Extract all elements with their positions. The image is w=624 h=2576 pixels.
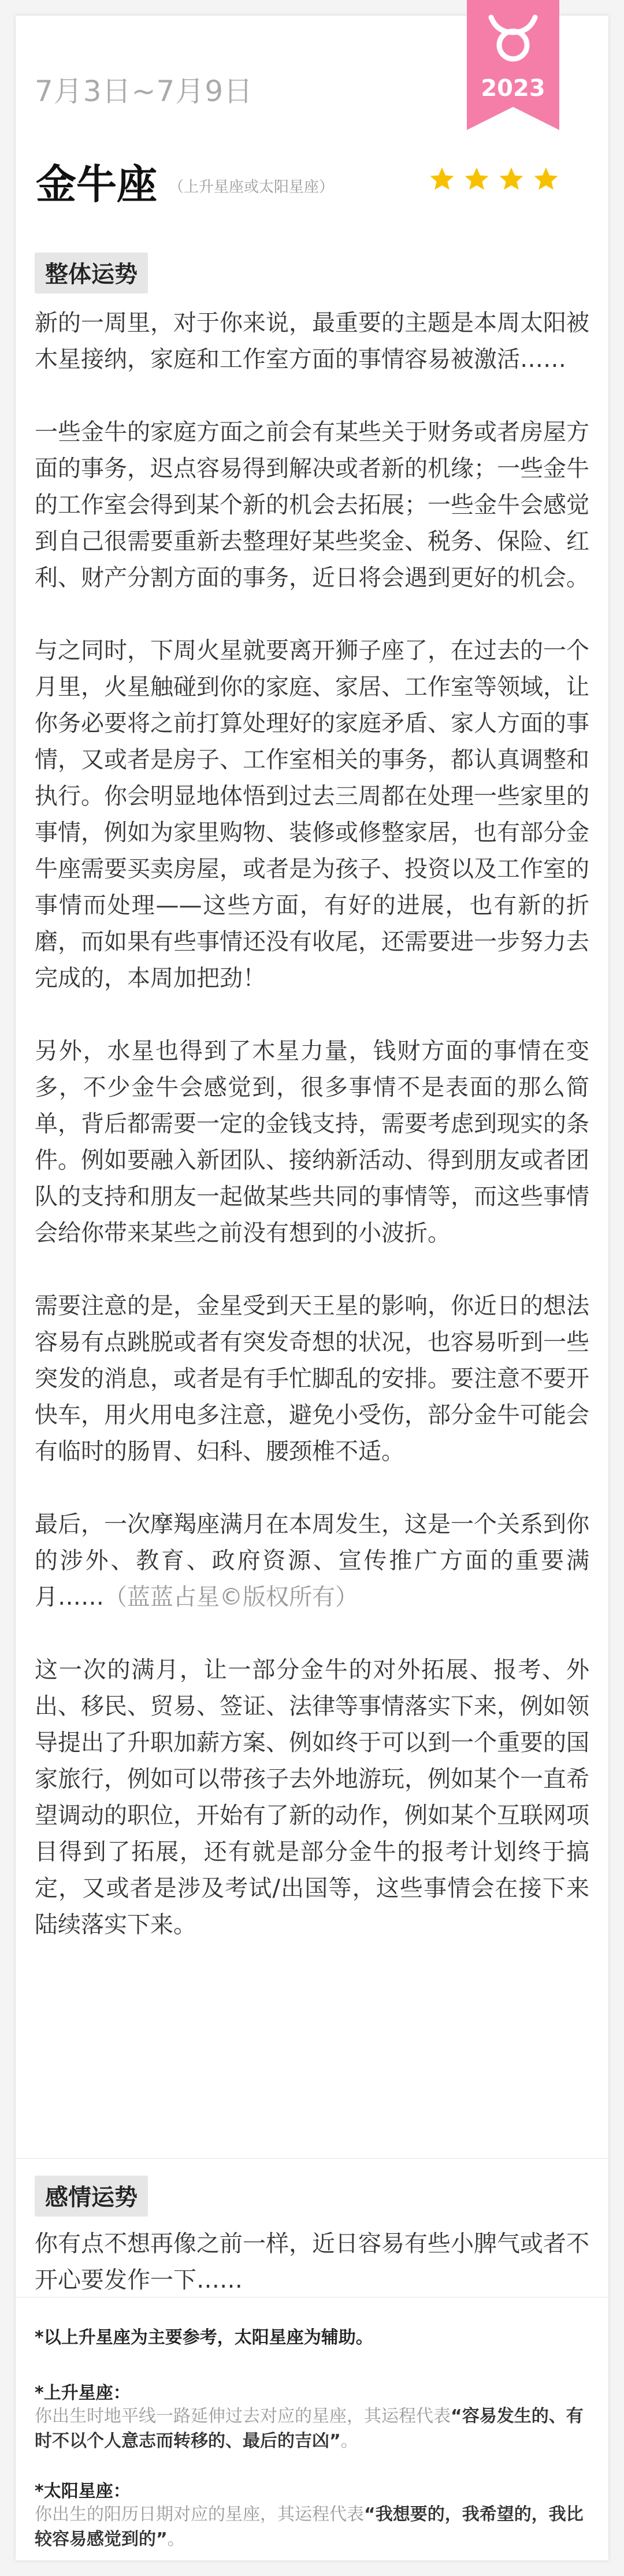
sun-end: 。 [167,2529,185,2549]
date-range: 7月3日~7月9日 [35,75,254,108]
moon-text: 最后，一次摩羯座满月在本周发生，这是一个关系到你的涉外、教育、政府资源、宣传推广方面的重要满月…… [35,1511,589,1610]
overall-paragraph-1: 新的一周里，对于你来说，最重要的主题是本周太阳被木星接纳，家庭和工作室方面的事情容易被激活…… [35,310,589,373]
love-section [35,2176,589,2299]
sun-quote: “我想要的，我希望的，我比较容易感觉到的” [35,2504,584,2549]
copyright-note: （蓝蓝占星©版权所有） [104,1584,358,1610]
rating-stars [429,166,559,192]
sun-heading: *太阳星座： [35,2481,131,2501]
star-icon [429,166,455,192]
rising-quote: “容易发生的、有时不以个人意志而转移的、最后的吉凶” [35,2406,584,2451]
sign-title-note: （上升星座或太阳星座） [169,179,335,196]
love-label: 感情运势 [35,2176,148,2217]
rising-heading: *上升星座： [35,2383,131,2403]
star-icon [498,166,525,192]
sun-body: 你出生的阳历日期对应的星座，其运程代表 [35,2504,364,2525]
love-paragraph: 你有点不想再像之前一样，近日容易有些小脾气或者不开心要发作一下…… [35,2230,589,2293]
overall-label: 整体运势 [35,253,148,294]
overall-paragraph-5: 需要注意的是，金星受到天王星的影响，你近日的想法容易有点跳脱或者有突发奇想的状况，也容易听到一些突发的消息，或者是有手忙脚乱的安排。要注意不要开快车，用火用电多注意，避免小受伤，部分金牛可能会有临时的肠胃、妇科、腰颈椎不适。 [35,1293,589,1465]
footer-notes [35,2323,589,2552]
overall-paragraph-2: 一些金牛的家庭方面之前会有某些关于财务或者房屋方面的事务，迟点容易得到解决或者新的机缘；一些金牛的工作室会得到某个新的机会去拓展；一些金牛会感觉到自己很需要重新去整理好某些奖金、税务、保险、红利、财产分割方面的事务，近日将会遇到更好的机会。 [35,419,589,591]
overall-paragraph-4: 另外，水星也得到了木星力量，钱财方面的事情在变多，不少金牛会感觉到，很多事情不是表面的那么简单，背后都需要一定的金钱支持，需要考虑到现实的条件。例如要融入新团队、接纳新活动、得到朋友或者团队的支持和朋友一起做某些共同的事情等，而这些事情会给你带来某些之前没有想到的小波折。 [35,1038,589,1246]
taurus-icon [467,10,559,65]
footer-main-note: *以上升星座为主要参考，太阳星座为辅助。 [35,2328,373,2348]
rising-body: 你出生时地平线一路延伸过去对应的星座，其运程代表 [35,2406,451,2426]
section-divider [16,2158,608,2159]
sign-ribbon [467,0,559,130]
sun-description [35,2502,589,2552]
overall-section [35,253,589,1943]
rising-end: 。 [340,2431,358,2451]
star-icon [533,166,559,192]
year-label: 2023 [481,75,545,102]
star-icon [463,166,490,192]
overall-paragraph-3: 与之同时，下周火星就要离开狮子座了，在过去的一个月里，火星触碰到你的家庭、家居、工作室等领域，让你务必要将之前打算处理好的家庭矛盾、家人方面的事情，又或者是房子、工作室相关的事务，都认真调整和执行。你会明显地体悟到过去三周都在处理一些家里的事情，例如为家里购物、装修或修整家居，也有部分金牛座需要买卖房屋，或者是为孩子、投资以及工作室的事情而处理——这些方面，有好的进展，也有新的折磨，而如果有些事情还没有收尾，还需要进一步努力去完成的，本周加把劲！ [35,637,589,992]
overall-paragraph-7: 这一次的满月，让一部分金牛的对外拓展、报考、外出、移民、贸易、签证、法律等事情落实下来，例如领导提出了升职加薪方案、例如终于可以到一个重要的国家旅行，例如可以带孩子去外地游玩，例如某个一直希望调动的职位，开始有了新的动作，例如某个互联网项目得到了拓展，还有就是部分金牛的报考计划终于搞定，又或者是涉及考试/出国等，这些事情会在接下来陆续落实下来。 [35,1657,589,1938]
sign-title: 金牛座 [36,161,157,208]
rising-description [35,2404,589,2453]
overall-paragraph-6 [35,1506,589,1616]
